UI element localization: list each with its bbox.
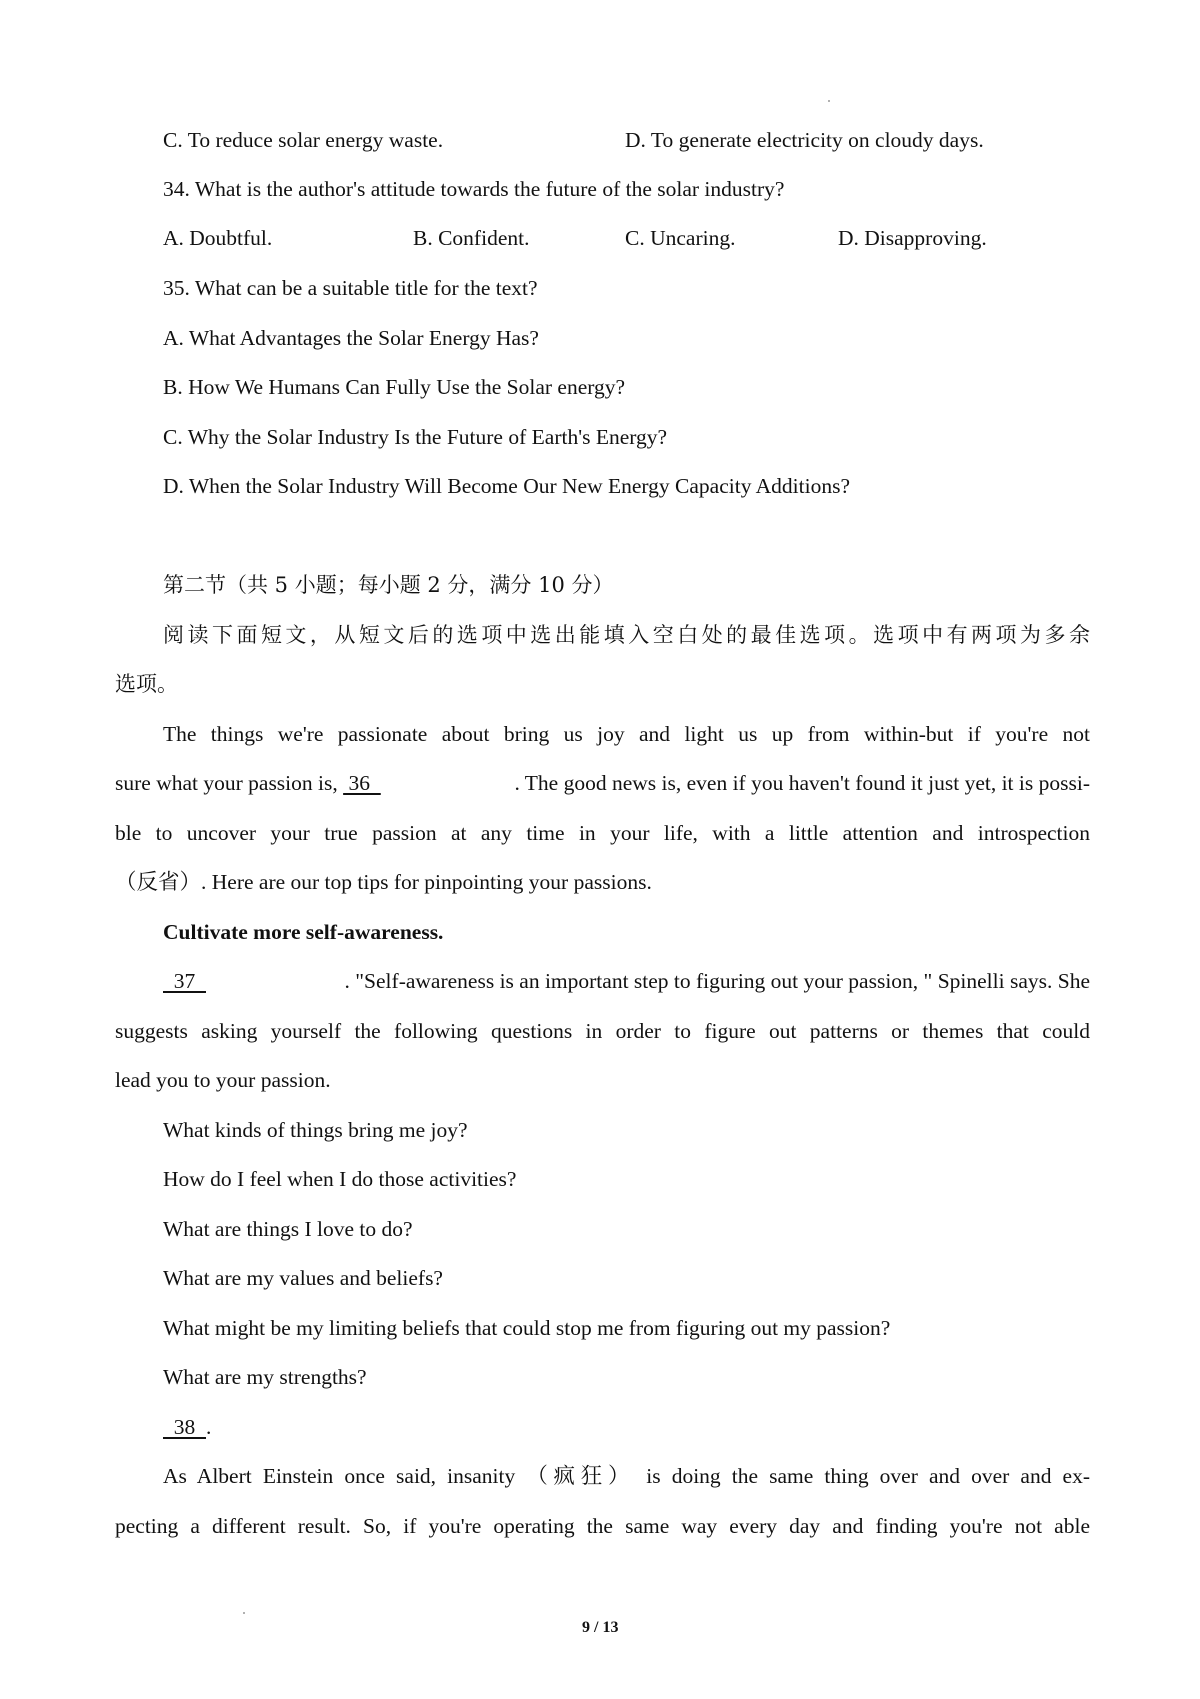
passage-p1-line2-start: sure what your passion is, — [115, 771, 344, 795]
question-item: What are things I love to do? — [163, 1217, 413, 1241]
q34-option-c: C. Uncaring. — [625, 226, 736, 250]
passage-p2-line3: lead you to your passion. — [115, 1068, 331, 1092]
passage-p1-line1: The things we're passionate about bring us joy and light us up from within-but if you're not — [163, 722, 1090, 746]
passage-p1-line2-end: . The good news is, even if you haven't found it just yet, it is possi- — [514, 771, 1090, 795]
q34-stem: 34. What is the author's attitude towards the future of the solar industry? — [163, 177, 785, 201]
blank-38: 38 — [163, 1415, 206, 1439]
passage-p1-line2 — [115, 773, 1090, 795]
passage-p2-line1-rest: . "Self-awareness is an important step to figuring out your passion, " Spinelli says. She — [344, 969, 1090, 993]
q35-option-c: C. Why the Solar Industry Is the Future of Earth's Energy? — [163, 425, 668, 449]
question-item: What are my values and beliefs? — [163, 1266, 443, 1290]
q35-stem: 35. What can be a suitable title for the text? — [163, 276, 538, 300]
blank-36: 36 — [343, 771, 381, 795]
blank-38-line — [163, 1417, 211, 1439]
subheading-self-awareness: Cultivate more self-awareness. — [163, 920, 444, 944]
q33-option-d: D. To generate electricity on cloudy days. — [625, 128, 984, 152]
question-item: What might be my limiting beliefs that could stop me from figuring out my passion? — [163, 1316, 891, 1340]
q35-option-b: B. How We Humans Can Fully Use the Solar energy? — [163, 375, 626, 399]
passage-p2-line1 — [163, 971, 1090, 993]
section2-heading: 第二节（共 5 小题；每小题 2 分，满分 10 分） — [163, 573, 614, 597]
scan-dot — [243, 1612, 245, 1614]
question-item: How do I feel when I do those activities? — [163, 1167, 517, 1191]
q33-option-c: C. To reduce solar energy waste. — [163, 128, 444, 152]
passage-p1-line4: （反省）. Here are our top tips for pinpointing your passions. — [115, 870, 652, 894]
question-item: What are my strengths? — [163, 1365, 367, 1389]
passage-p2-line2: suggests asking yourself the following questions in order to figure out patterns or themes that could — [115, 1019, 1090, 1043]
page-number: 9 / 13 — [582, 1619, 619, 1636]
blank-38-period: . — [206, 1415, 212, 1439]
passage-p3-line2: pecting a different result. So, if you're operating the same way every day and finding you're not able — [115, 1514, 1090, 1538]
blank-37: 37 — [163, 969, 206, 993]
passage-p3-line1: As Albert Einstein once said, insanity （疯狂） is doing the same thing over and over and ex- — [163, 1464, 1090, 1488]
q34-option-a: A. Doubtful. — [163, 226, 273, 250]
question-item: What kinds of things bring me joy? — [163, 1118, 468, 1142]
scan-dot — [828, 100, 830, 102]
q35-option-a: A. What Advantages the Solar Energy Has? — [163, 326, 539, 350]
q34-option-d: D. Disapproving. — [838, 226, 987, 250]
section2-instruction-line1: 阅读下面短文，从短文后的选项中选出能填入空白处的最佳选项。选项中有两项为多余 — [163, 623, 1090, 647]
section2-instruction-line2: 选项。 — [115, 672, 178, 696]
q35-option-d: D. When the Solar Industry Will Become Our New Energy Capacity Additions? — [163, 474, 851, 498]
q34-option-b: B. Confident. — [413, 226, 530, 250]
passage-p1-line3: ble to uncover your true passion at any time in your life, with a little attention and introspection — [115, 821, 1090, 845]
